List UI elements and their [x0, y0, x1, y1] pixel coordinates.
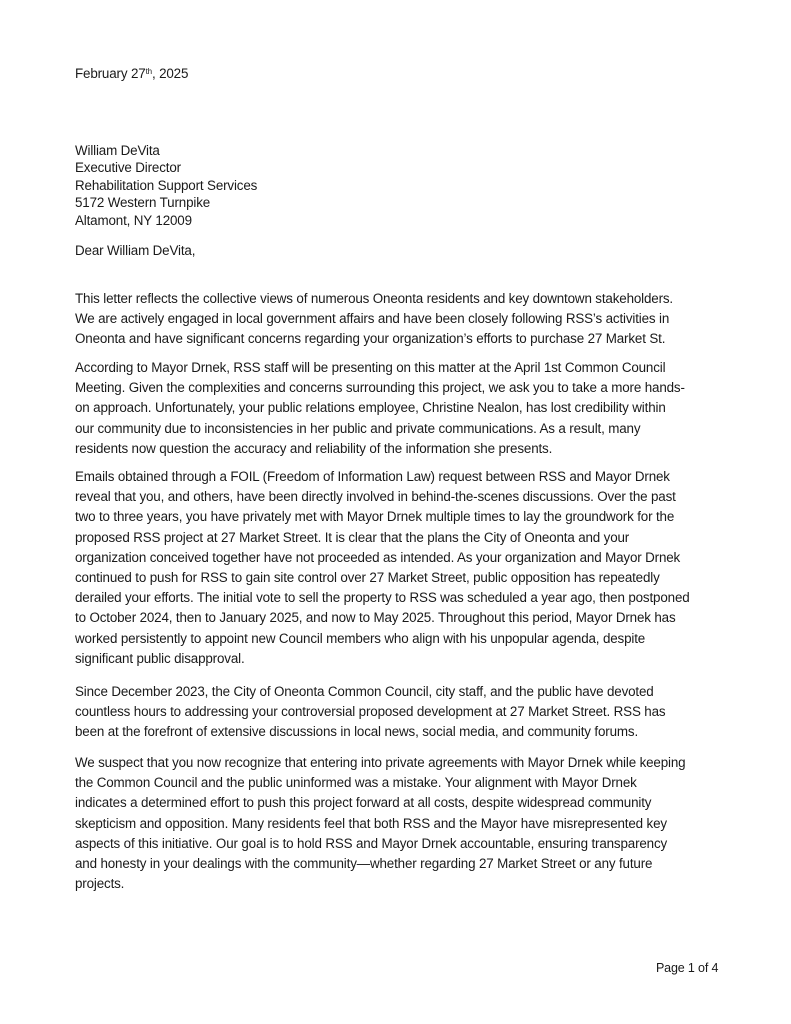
salutation: Dear William DeVita,: [75, 243, 196, 258]
paragraph-line: to October 2024, then to January 2025, and now to May 2025. Throughout this period, Mayor Drnek has: [75, 610, 676, 626]
paragraph-since-december: [75, 682, 725, 743]
recipient-name: William DeVita: [75, 143, 160, 158]
paragraph-line: indicates a determined effort to push this project forward at all costs, despite widespread community: [75, 795, 652, 811]
paragraph-line: Emails obtained through a FOIL (Freedom of Information Law) request between RSS and Mayor Drnek: [75, 469, 670, 484]
paragraph-line: derailed your efforts. The initial vote to sell the property to RSS was scheduled a year ago, then postponed: [75, 590, 690, 606]
paragraph-line: aspects of this initiative. Our goal is to hold RSS and Mayor Drnek accountable, ensuring transparency: [75, 835, 668, 851]
letter-date: [75, 65, 188, 82]
paragraph-line: been at the forefront of extensive discussions in local news, social media, and community forums.: [75, 724, 639, 740]
paragraph-foil-emails: [75, 467, 725, 669]
paragraph-line: Oneonta and have significant concerns regarding your organization’s efforts to purchase 27 Market St.: [75, 331, 666, 347]
paragraph-line: proposed RSS project at 27 Market Street. It is clear that the plans the City of Oneonta and your: [75, 529, 630, 545]
current-page: 1: [687, 961, 695, 975]
paragraph-line: on approach. Unfortunately, your public relations employee, Christine Nealon, has lost credibility within: [75, 400, 666, 416]
paragraph-presentation: [75, 358, 725, 459]
paragraph-line: countless hours to addressing your controversial proposed development at 27 Market Street. RSS has: [75, 704, 666, 720]
paragraph-line: This letter reflects the collective views of numerous Oneonta residents and key downtown stakeholders.: [75, 291, 674, 306]
paragraph-line: We are actively engaged in local government affairs and have been closely following RSS’s activities in: [75, 311, 670, 327]
recipient-address: [75, 142, 725, 229]
total-pages: 4: [711, 961, 719, 975]
recipient-organization: Rehabilitation Support Services: [75, 177, 258, 193]
paragraph-intro: [75, 289, 725, 350]
paragraph-line: Meeting. Given the complexities and concerns surrounding this project, we ask you to take a more hands-: [75, 380, 685, 396]
of-label: of: [694, 961, 712, 975]
paragraph-line: We suspect that you now recognize that entering into private agreements with Mayor Drnek while keeping: [75, 755, 686, 770]
date-ordinal-suffix: th: [145, 67, 152, 76]
recipient-city-state-zip: Altamont, NY 12009: [75, 212, 192, 228]
paragraph-line: residents now question the accuracy and reliability of the information she presents.: [75, 440, 553, 456]
page-number: [656, 961, 718, 975]
paragraph-line: our community due to inconsistencies in her public and private communications. As a result, many: [75, 420, 641, 436]
date-year: , 2025: [151, 66, 189, 81]
paragraph-line: significant public disapproval.: [75, 650, 245, 666]
paragraph-line: two to three years, you have privately met with Mayor Drnek multiple times to lay the groundwork for the: [75, 509, 675, 525]
paragraph-line: According to Mayor Drnek, RSS staff will be presenting on this matter at the April 1st Common Council: [75, 360, 666, 375]
date-month-day: February 27: [75, 66, 146, 81]
page-label: Page: [656, 961, 688, 975]
recipient-title: Executive Director: [75, 160, 181, 176]
paragraph-line: organization conceived together have not proceeded as intended. As your organization and Mayor Drnek: [75, 549, 681, 565]
paragraph-line: reveal that you, and others, have been directly involved in behind-the-scenes discussions. Over the past: [75, 489, 676, 505]
paragraph-line: Since December 2023, the City of Oneonta Common Council, city staff, and the public have devoted: [75, 684, 654, 699]
paragraph-line: continued to push for RSS to gain site control over 27 Market Street, public opposition has repeatedly: [75, 569, 660, 585]
paragraph-line: projects.: [75, 876, 125, 892]
paragraph-accountability: [75, 753, 725, 894]
paragraph-line: and honesty in your dealings with the community—whether regarding 27 Market Street or any future: [75, 855, 653, 871]
paragraph-line: worked persistently to appoint new Council members who align with his unpopular agenda, despite: [75, 630, 646, 646]
recipient-street: 5172 Western Turnpike: [75, 195, 211, 211]
paragraph-line: the Common Council and the public uninformed was a mistake. Your alignment with Mayor Drnek: [75, 775, 637, 791]
paragraph-line: skepticism and opposition. Many residents feel that both RSS and the Mayor have misrepresented key: [75, 815, 667, 831]
